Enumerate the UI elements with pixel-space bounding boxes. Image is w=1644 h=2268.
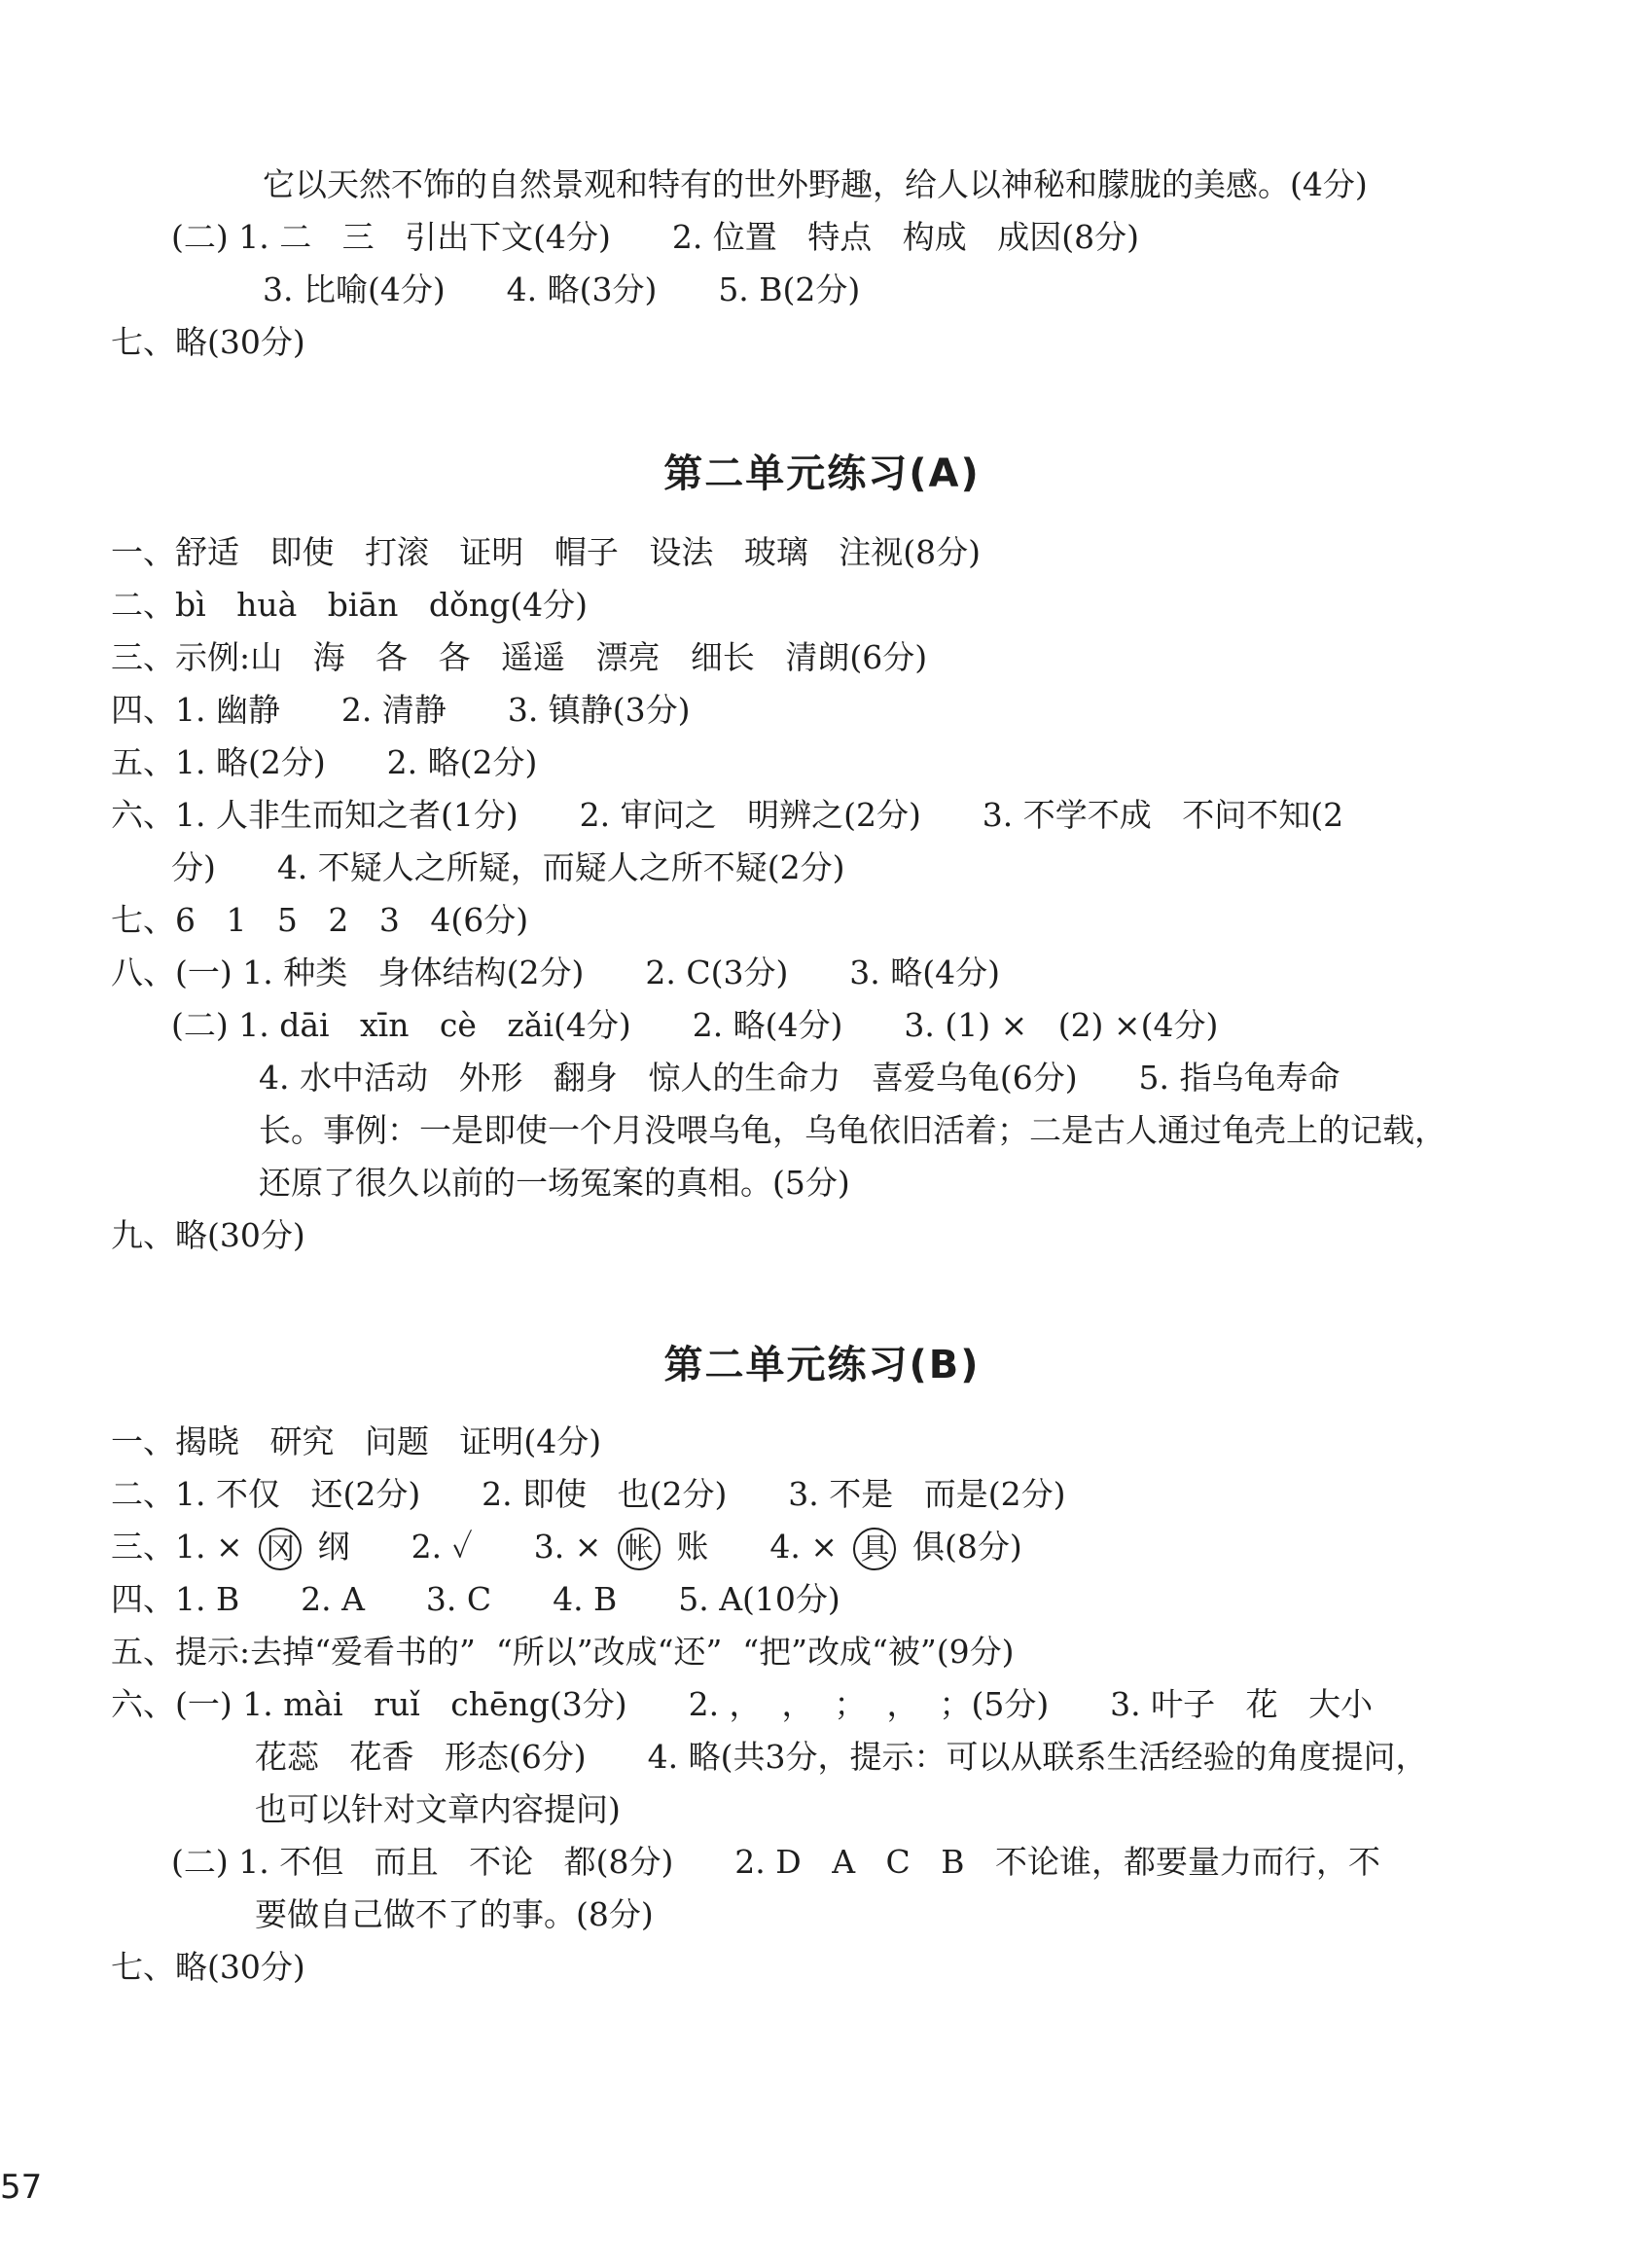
unit-a-line-11: 4. 水中活动 外形 翻身 惊人的生命力 喜爱乌龟(6分) 5. 指乌龟寿命 <box>259 1059 1340 1097</box>
unit-a-line-8: 七、6 1 5 2 3 4(6分) <box>111 901 529 939</box>
unit-a-line-10: (二) 1. dāi xīn cè zǎi(4分) 2. 略(4分) 3. (1) × (2) ×(4分) <box>171 1006 1219 1044</box>
unit-a-line-3: 三、示例:山 海 各 各 遥遥 漂亮 细长 清朗(6分) <box>111 638 928 676</box>
unit-a-line-1: 一、舒适 即使 打滚 证明 帽子 设法 玻璃 注视(8分) <box>111 533 982 571</box>
top-line-1: 它以天然不饰的自然景观和特有的世外野趣，给人以神秘和朦胧的美感。(4分) <box>263 165 1368 203</box>
unit-b-line-2: 二、1. 不仅 还(2分) 2. 即使 也(2分) 3. 不是 而是(2分) <box>111 1475 1066 1513</box>
unit-a-line-4: 四、1. 幽静 2. 清静 3. 镇静(3分) <box>111 691 691 729</box>
unit-b-line-3-part-4: 俱(8分) <box>911 1528 1022 1566</box>
top-line-3: 3. 比喻(4分) 4. 略(3分) 5. B(2分) <box>263 270 861 308</box>
circled-char-3: 具 <box>853 1528 896 1570</box>
unit-b-line-10: 要做自己做不了的事。(8分) <box>255 1895 654 1933</box>
unit-b-line-6: 六、(一) 1. mài ruǐ chēng(3分) 2. ， ， ； ， ；(5分) 3. 叶子 花 大小 <box>111 1685 1374 1723</box>
unit-b-line-3-part-2: 纲 2. ✓ 3. × <box>317 1528 602 1566</box>
unit-a-line-7: 分) 4. 不疑人之所疑，而疑人之所不疑(2分) <box>171 848 845 886</box>
unit-b-line-3-part-3: 账 4. × <box>676 1528 838 1566</box>
unit-b-line-3 <box>111 1528 1022 1570</box>
unit-b-line-5: 五、提示:去掉“爱看书的” “所以”改成“还” “把”改成“被”(9分) <box>111 1633 1015 1671</box>
unit-a-line-12: 长。事例：一是即使一个月没喂乌龟，乌龟依旧活着；二是古人通过龟壳上的记载， <box>259 1111 1447 1149</box>
top-line-2: (二) 1. 二 三 引出下文(4分) 2. 位置 特点 构成 成因(8分) <box>171 218 1139 256</box>
unit-b-line-8: 也可以针对文章内容提问) <box>255 1790 621 1828</box>
unit-a-title: 第二单元练习(A) <box>663 451 981 496</box>
unit-a-line-13: 还原了很久以前的一场冤案的真相。(5分) <box>259 1164 850 1202</box>
unit-b-line-9: (二) 1. 不但 而且 不论 都(8分) 2. D A C B 不论谁，都要量力而行，不 <box>171 1843 1380 1881</box>
unit-b-line-3-prefix: 三、1. × <box>111 1528 243 1566</box>
unit-b-line-1: 一、揭晓 研究 问题 证明(4分) <box>111 1422 602 1460</box>
unit-b-line-11: 七、略(30分) <box>111 1948 305 1986</box>
unit-a-line-9: 八、(一) 1. 种类 身体结构(2分) 2. C(3分) 3. 略(4分) <box>111 954 1000 991</box>
unit-a-line-2: 二、bì huà biān dǒng(4分) <box>111 586 588 624</box>
circled-char-1: 冈 <box>259 1528 302 1570</box>
circled-char-2: 帐 <box>618 1528 661 1570</box>
page-number: 57 <box>0 2168 43 2207</box>
unit-a-line-6: 六、1. 人非生而知之者(1分) 2. 审问之 明辨之(2分) 3. 不学不成 不问不知(2 <box>111 796 1344 834</box>
unit-b-line-4: 四、1. B 2. A 3. C 4. B 5. A(10分) <box>111 1580 840 1618</box>
unit-b-line-7: 花蕊 花香 形态(6分) 4. 略(共3分，提示：可以从联系生活经验的角度提问， <box>255 1738 1428 1776</box>
unit-a-line-5: 五、1. 略(2分) 2. 略(2分) <box>111 743 538 781</box>
unit-b-title: 第二单元练习(B) <box>663 1343 981 1387</box>
top-line-4: 七、略(30分) <box>111 323 305 361</box>
unit-a-line-14: 九、略(30分) <box>111 1216 305 1254</box>
